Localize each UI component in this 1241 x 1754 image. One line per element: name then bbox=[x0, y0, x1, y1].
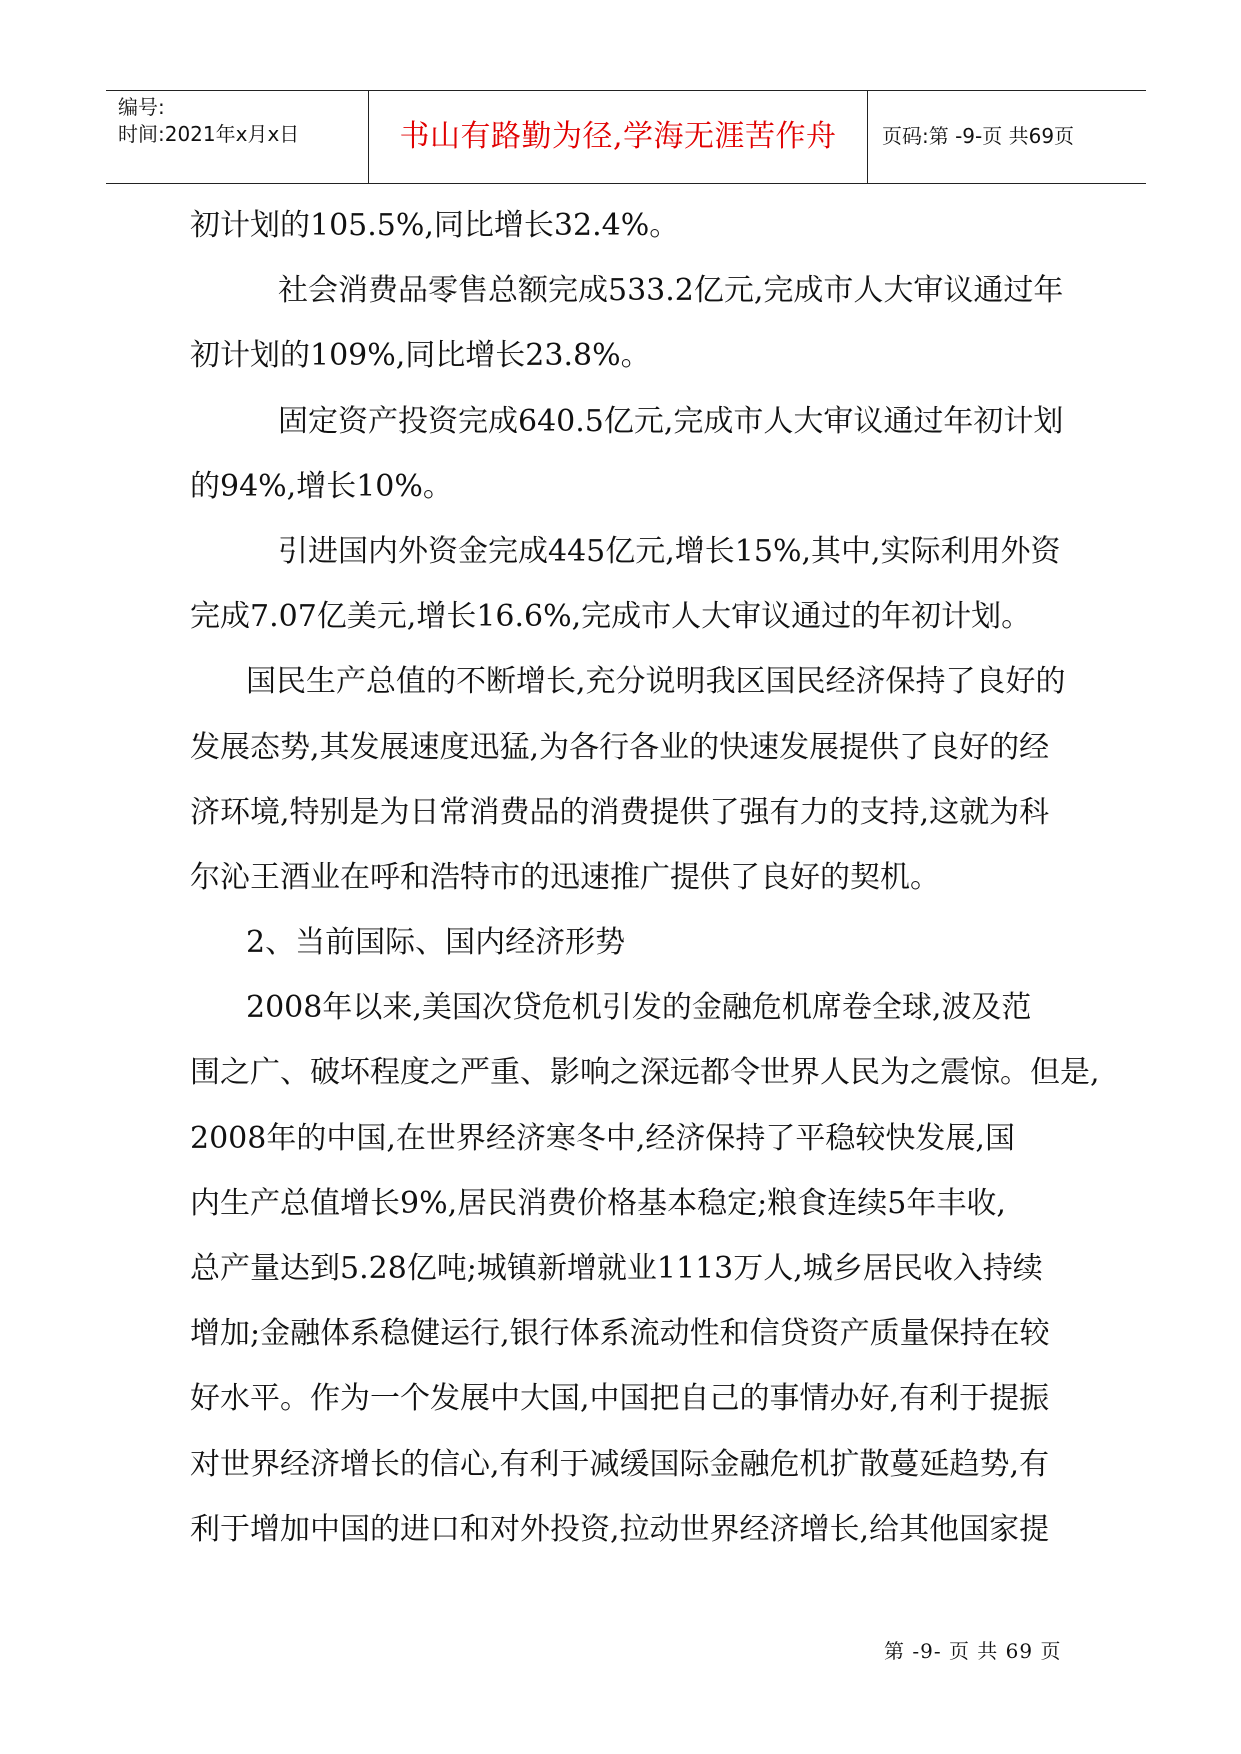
section-heading: 2、当前国际、国内经济形势 bbox=[246, 925, 626, 961]
body-line: 尔沁王酒业在呼和浩特市的迅速推广提供了良好的契机。 bbox=[190, 859, 940, 895]
body-line: 完成7.07亿美元,增长16.6%,完成市人大审议通过的年初计划。 bbox=[190, 599, 1032, 635]
body-line: 总产量达到5.28亿吨;城镇新增就业1113万人,城乡居民收入持续 bbox=[190, 1251, 1043, 1286]
body-line: 内生产总值增长9%,居民消费价格基本稳定;粮食连续5年丰收, bbox=[190, 1185, 1006, 1221]
body-line: 2008年以来,美国次贷危机引发的金融危机席卷全球,波及范 bbox=[246, 990, 1032, 1026]
body-line: 2008年的中国,在世界经济寒冬中,经济保持了平稳较快发展,国 bbox=[190, 1120, 1015, 1156]
body-line: 社会消费品零售总额完成533.2亿元,完成市人大审议通过年 bbox=[278, 273, 1064, 309]
body-line: 初计划的109%,同比增长23.8%。 bbox=[190, 338, 651, 374]
body-line: 初计划的105.5%,同比增长32.4%。 bbox=[190, 208, 680, 243]
body-line: 发展态势,其发展速度迅猛,为各行各业的快速发展提供了良好的经 bbox=[190, 729, 1050, 765]
body-line: 利于增加中国的进口和对外投资,拉动世界经济增长,给其他国家提 bbox=[190, 1511, 1050, 1547]
body-line: 对世界经济增长的信心,有利于减缓国际金融危机扩散蔓延趋势,有 bbox=[190, 1446, 1050, 1482]
body-line: 固定资产投资完成640.5亿元,完成市人大审议通过年初计划 bbox=[278, 403, 1064, 439]
page-header bbox=[106, 90, 1146, 184]
body-line: 好水平。作为一个发展中大国,中国把自己的事情办好,有利于提振 bbox=[190, 1381, 1050, 1417]
body-line: 增加;金融体系稳健运行,银行体系流动性和信贷资产质量保持在较 bbox=[190, 1316, 1050, 1352]
document-body bbox=[190, 206, 1100, 1575]
time-label: 时间:2021年x月x日 bbox=[118, 122, 300, 146]
header-page-cell bbox=[868, 91, 1146, 183]
header-info-cell bbox=[106, 91, 369, 183]
header-motto-cell bbox=[369, 91, 868, 183]
body-line: 国民生产总值的不断增长,充分说明我区国民经济保持了良好的 bbox=[246, 664, 1066, 700]
body-line: 济环境,特别是为日常消费品的消费提供了强有力的支持,这就为科 bbox=[190, 794, 1050, 830]
motto-text: 书山有路勤为径,学海无涯苦作舟 bbox=[399, 119, 837, 154]
header-page-number: 页码:第 -9-页 共69页 bbox=[882, 124, 1075, 148]
body-line: 围之广、破坏程度之严重、影响之深远都令世界人民为之震惊。但是, bbox=[190, 1055, 1100, 1091]
body-line: 引进国内外资金完成445亿元,增长15%,其中,实际利用外资 bbox=[278, 533, 1061, 569]
serial-number-label: 编号: bbox=[118, 95, 165, 119]
footer-page-number: 第 -9- 页 共 69 页 bbox=[884, 1639, 1062, 1663]
body-line: 的94%,增长10%。 bbox=[190, 468, 453, 504]
